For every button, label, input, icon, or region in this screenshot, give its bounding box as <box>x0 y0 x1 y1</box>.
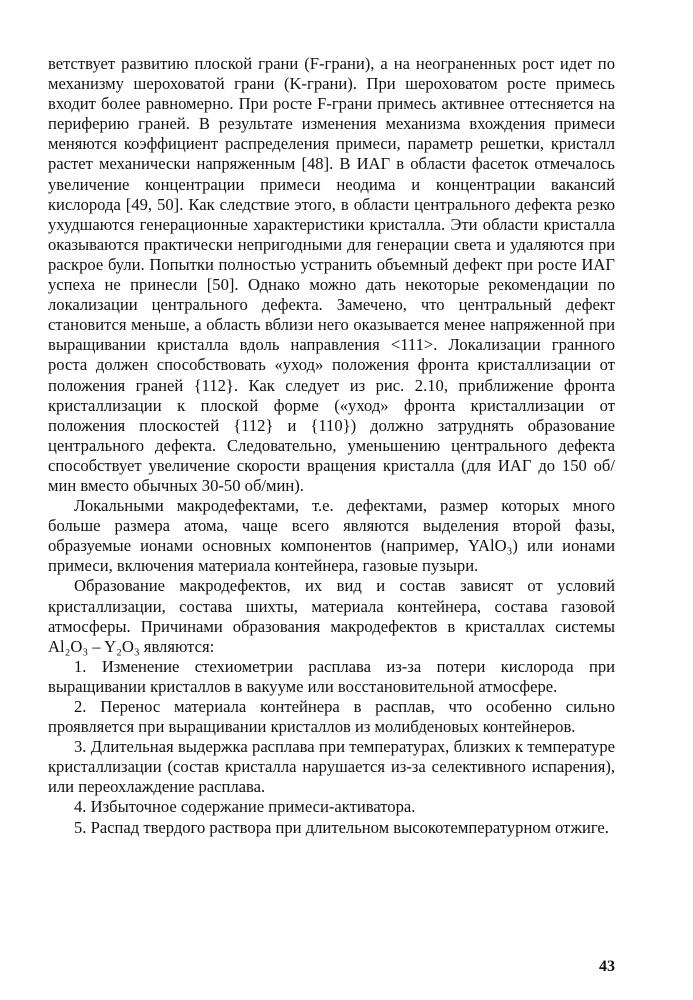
list-item-2: 2. Перенос материала контейнера в расплав, что особенно сильно проявляется при выращивании кристаллов из молибденовых контейнеров. <box>48 697 615 737</box>
paragraph-local-macrodefects: Локальными макродефектами, т.е. дефектами, размер которых много больше размера атома, чаще всего являются выделения второй фазы, образуемые ионами основных компонентов (например, YAlO₃) или ионами примеси, включения материала контейнера, газовые пузыри. <box>48 496 615 576</box>
list-item-4: 4. Избыточное содержание примеси-активатора. <box>74 797 416 817</box>
paragraph-macrodefect-formation: Образование макродефектов, их вид и состав зависят от условий кристаллизации, состава шихты, материала контейнера, состава газовой атмосферы. Причинами образования макродефектов в кристаллах системы Al₂O₃ – Y₂O₃ являются: <box>48 576 615 656</box>
paragraph-continuation: ветствует развитию плоской грани (F-грани), а на неограненных рост идет по механизму шероховатой грани (K-грани). При шероховатом росте примесь входит более равномерно. При росте F-грани примесь активнее оттесняется на периферию граней. В результате изменения механизма вхождения примеси меняются коэффициент распределения примеси, параметр решетки, кристалл растет механически напряженным [48]. В ИАГ в области фасеток отмечалось увеличение концентрации примеси неодима и концентрации вакансий кислорода [49, 50]. Как следствие этого, в области центрального дефекта резко ухудшаются генерационные характеристики кристалла. Эти области кристалла оказываются практически непригодными для генерации света и удаляются при раскрое були. Попытки полностью устранить объемный дефект при росте ИАГ успеха не принесли [50]. Однако можно дать некоторые рекомендации по локализации центрального дефекта. Замечено, что центральный дефект становится меньше, а область вблизи него оказывается менее напряженной при выращивании кристалла вдоль направления <111>. Локализации гранного роста должен способствовать «уход» положения фронта кристаллизации от положения граней {112}. Как следует из рис. 2.10, приближение фронта кристаллизации к плоской форме («уход» фронта кристаллизации от положения плоскостей {112} и {110}) должно затруднять образование центрального дефекта. Следовательно, уменьшению центрального дефекта способствует увеличение скорости вращения кристалла (для ИАГ до 150 об/мин вместо обычных 30-50 об/мин). <box>48 54 615 495</box>
document-page <box>48 54 615 838</box>
list-item-1: 1. Изменение стехиометрии расплава из-за потери кислорода при выращивании кристаллов в вакууме или восстановительной атмосфере. <box>48 656 615 696</box>
page-number: 43 <box>599 958 615 975</box>
list-item-5: 5. Распад твердого раствора при длительном высокотемпературном отжиге. <box>74 817 609 837</box>
list-item-3: 3. Длительная выдержка расплава при температурах, близких к температуре кристаллизации (состав кристалла нарушается из-за селективного испарения), или переохлаждение расплава. <box>48 737 615 797</box>
